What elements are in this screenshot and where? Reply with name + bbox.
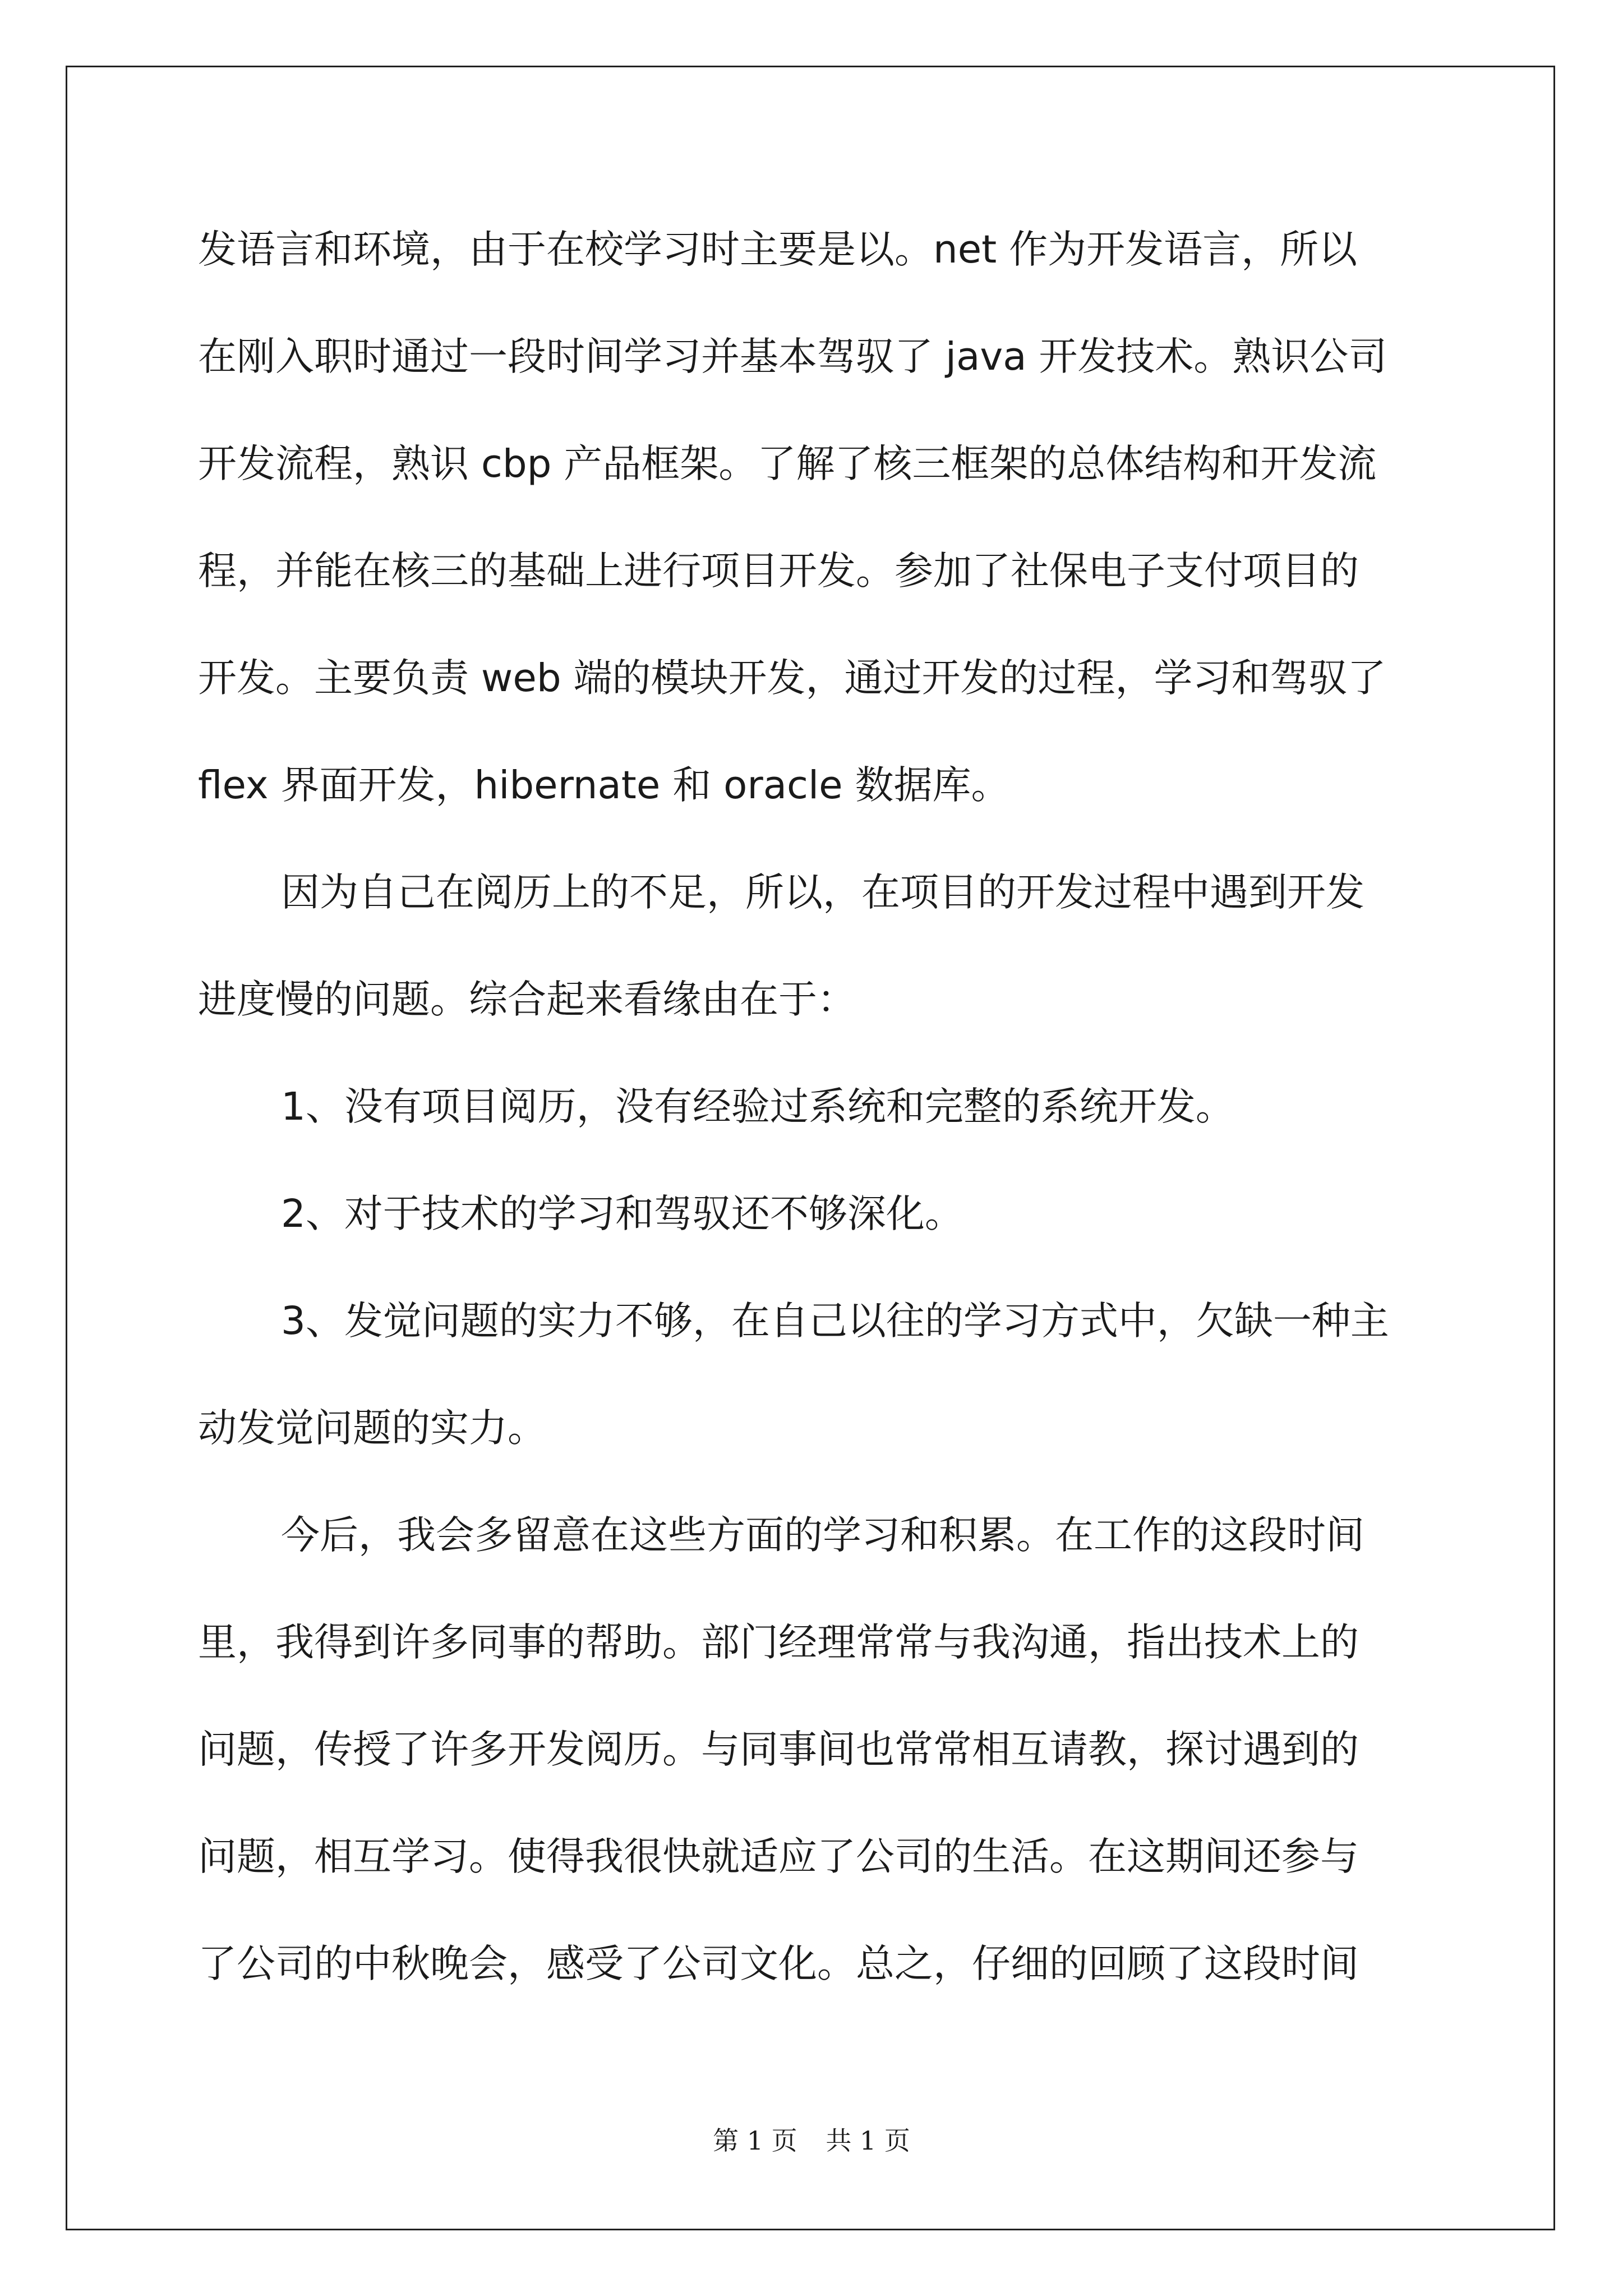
text-line: 进度慢的问题。综合起来看缘由在于： [198,977,856,1022]
text-line: 问题，相互学习。使得我很快就适应了公司的生活。在这期间还参与 [198,1834,1359,1879]
text-line: 开发流程，熟识 cbp 产品框架。了解了核三框架的总体结构和开发流 [198,441,1377,486]
text-line: 开发。主要负责 web 端的模块开发，通过开发的过程，学习和驾驭了 [198,656,1386,701]
page-footer [0,2120,1623,2157]
text-line: 了公司的中秋晚会，感受了公司文化。总之，仔细的回顾了这段时间 [198,1941,1359,1986]
text-line: 动发觉问题的实力。 [198,1406,546,1451]
paragraph-first-line: 因为自己在阅历上的不足，所以，在项目的开发过程中遇到开发 [281,870,1364,915]
text-line: flex 界面开发，hibernate 和 oracle 数据库。 [198,763,1010,808]
list-item: 2、对于技术的学习和驾驭还不够深化。 [281,1191,963,1236]
text-line: 里，我得到许多同事的帮助。部门经理常常与我沟通，指出技术上的 [198,1620,1359,1665]
list-item: 1、没有项目阅历，没有经验过系统和完整的系统开发。 [281,1084,1234,1129]
total-pages: 共 1 页 [826,2125,910,2156]
text-line: 问题，传授了许多开发阅历。与同事间也常常相互请教，探讨遇到的 [198,1727,1359,1772]
paragraph-first-line: 今后，我会多留意在这些方面的学习和积累。在工作的这段时间 [281,1513,1364,1558]
text-line: 在刚入职时通过一段时间学习并基本驾驭了 java 开发技术。熟识公司 [198,334,1387,379]
page-number: 第 1 页 [713,2125,797,2156]
text-line: 发语言和环境，由于在校学习时主要是以。net 作为开发语言，所以 [198,227,1358,272]
text-line: 程，并能在核三的基础上进行项目开发。参加了社保电子支付项目的 [198,549,1359,593]
list-item: 3、发觉问题的实力不够，在自己以往的学习方式中，欠缺一种主 [281,1299,1389,1343]
